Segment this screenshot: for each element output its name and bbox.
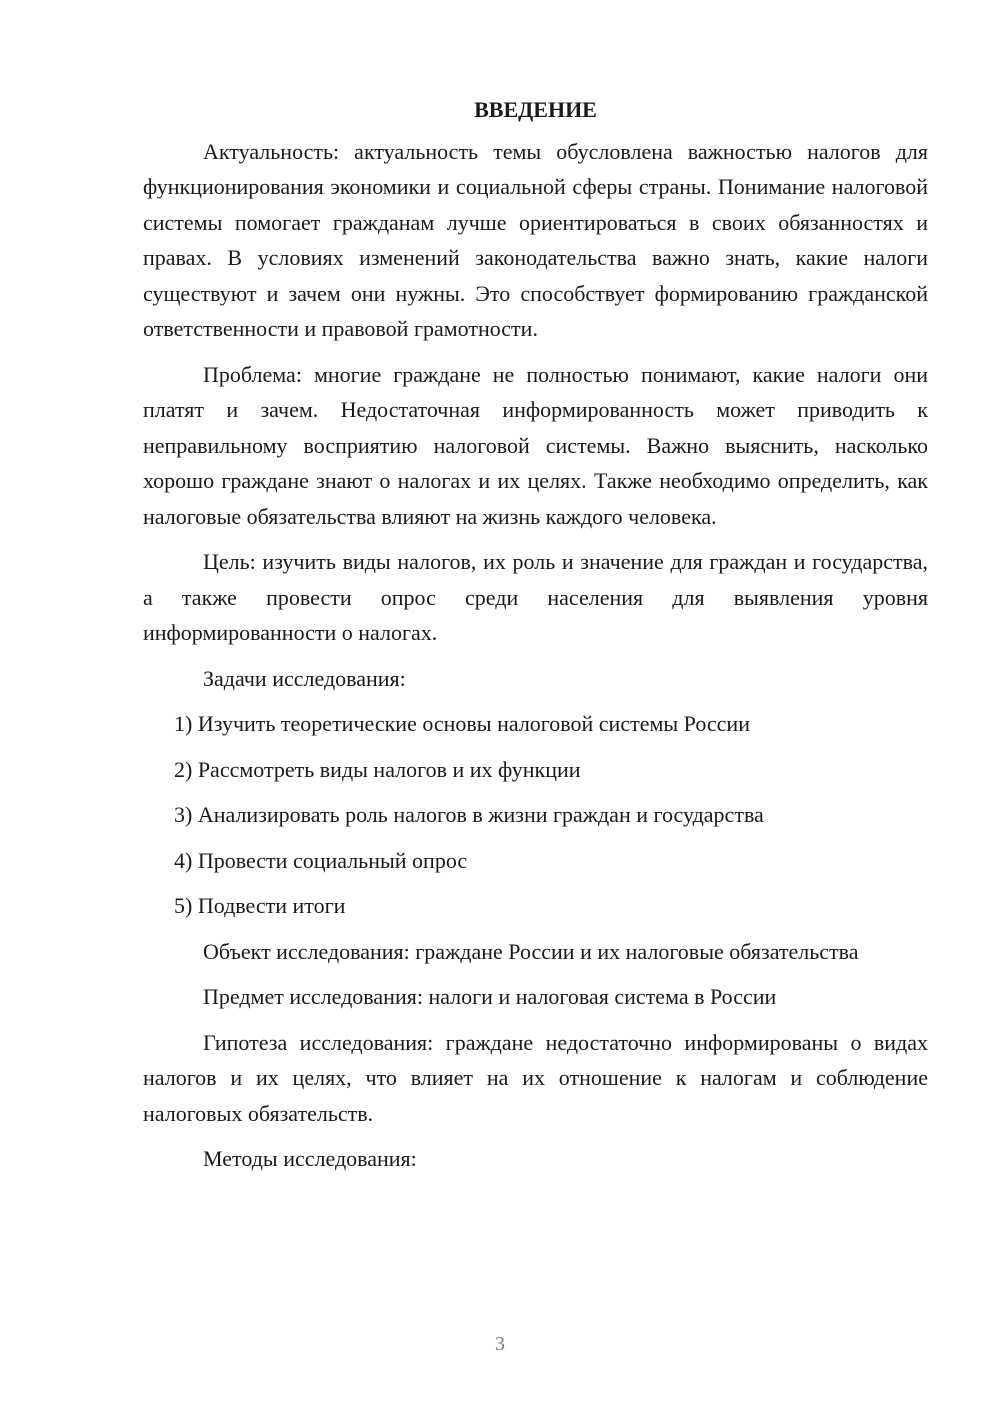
paragraph-tasks-heading: Задачи исследования:	[203, 665, 406, 691]
document-page	[143, 92, 928, 1177]
paragraph-subject: Предмет исследования: налоги и налоговая система в России	[203, 984, 777, 1009]
tasks-list	[143, 706, 928, 924]
task-item-3: 3) Анализировать роль налогов в жизни граждан и государства	[174, 802, 764, 827]
paragraph-problem: Проблема: многие граждане не полностью понимают, какие налоги они платят и зачем. Недостаточная информированность может приводить к неправильному восприятию налоговой системы. Важно выяснить, насколько хорошо граждане знают о налогах и их целях. Также необходимо определить, как налоговые обязательства влияют на жизнь каждого человека.	[143, 361, 928, 529]
paragraph-relevance: Актуальность: актуальность темы обусловлена важностью налогов для функционирования экономики и социальной сферы страны. Понимание налоговой системы помогает гражданам лучше ориентироваться в своих обязанностях и правах. В условиях изменений законодательства важно знать, какие налоги существуют и зачем они нужны. Это способствует формированию гражданской ответственности и правовой грамотности.	[143, 138, 928, 341]
task-item-5: 5) Подвести итоги	[174, 893, 346, 918]
task-item-1: 1) Изучить теоретические основы налоговой системы России	[174, 711, 750, 736]
paragraph-methods-heading: Методы исследования:	[203, 1146, 417, 1171]
document-title: ВВЕДЕНИЕ	[474, 97, 597, 122]
task-item-2: 2) Рассмотреть виды налогов и их функции	[174, 756, 581, 782]
paragraph-object: Объект исследования: граждане России и их налоговые обязательства	[203, 938, 859, 964]
page-number: 3	[495, 1333, 505, 1355]
paragraph-hypothesis: Гипотеза исследования: граждане недостаточно информированы о видах налогов и их целях, что влияет на их отношение к налогам и соблюдение налоговых обязательств.	[143, 1029, 928, 1126]
task-item-4: 4) Провести социальный опрос	[174, 847, 468, 873]
paragraph-goal: Цель: изучить виды налогов, их роль и значение для граждан и государства, а также провести опрос среди населения для выявления уровня информированности о налогах.	[143, 549, 928, 645]
